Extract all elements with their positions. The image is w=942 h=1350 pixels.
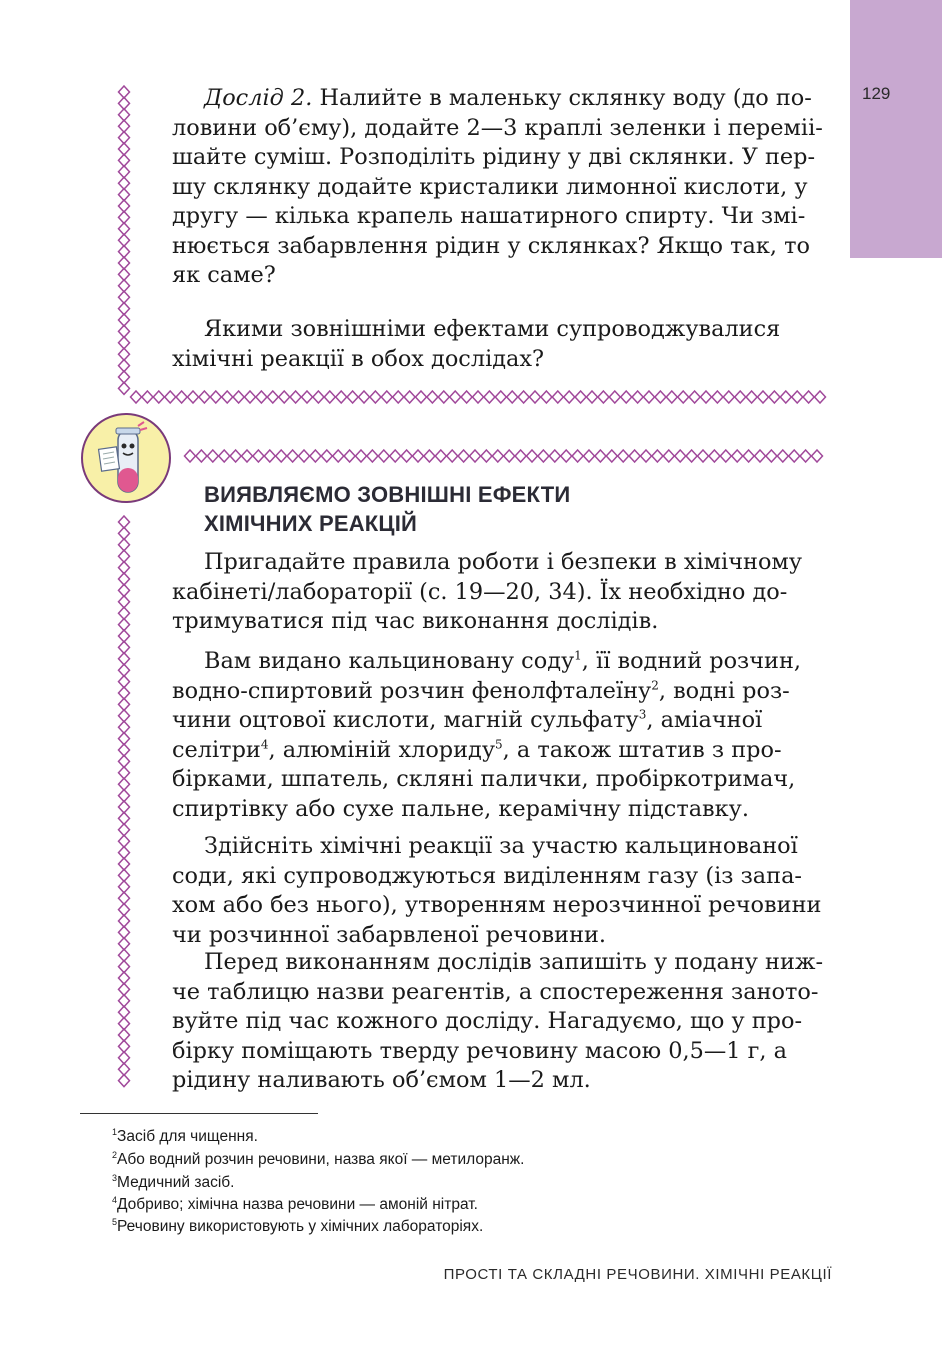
border-diamond: [595, 450, 606, 462]
border-diamond: [119, 360, 130, 372]
footnote-ref: 5: [495, 737, 503, 752]
border-diamond: [572, 450, 583, 462]
border-diamond: [119, 881, 130, 893]
border-diamond: [119, 120, 130, 132]
border-diamond: [313, 391, 324, 403]
border-diamond: [381, 391, 392, 403]
border-diamond: [207, 450, 218, 462]
border-diamond: [264, 450, 275, 462]
border-diamond: [310, 450, 321, 462]
paragraph-safety: [172, 548, 830, 637]
border-diamond: [119, 983, 130, 995]
border-diamond: [549, 450, 560, 462]
border-diamond: [119, 562, 130, 574]
footnote-ref: 2: [651, 678, 659, 693]
border-diamond: [575, 391, 586, 403]
border-diamond: [735, 391, 746, 403]
footnote-3: [112, 1173, 234, 1193]
border-diamond: [119, 539, 130, 551]
footnote-5: [112, 1217, 483, 1237]
border-diamond: [119, 143, 130, 155]
border-diamond: [119, 86, 130, 98]
border-diamond: [424, 450, 435, 462]
border-diamond: [119, 961, 130, 973]
border-diamond: [370, 391, 381, 403]
text-line: вуйте під час кожного досліду. Нагадуємо, що у про-: [172, 1008, 803, 1034]
border-diamond: [336, 391, 347, 403]
footnote-ref: 1: [574, 648, 582, 663]
border-diamond: [276, 450, 287, 462]
border-diamond: [367, 450, 378, 462]
footnote-text: Медичний засіб.: [117, 1174, 235, 1191]
page-number: 129: [862, 84, 891, 103]
border-diamond: [153, 391, 164, 403]
border-diamond: [538, 450, 549, 462]
border-diamond: [119, 268, 130, 280]
border-diamond: [302, 391, 313, 403]
border-diamond: [219, 450, 230, 462]
border-diamond: [119, 653, 130, 665]
border-diamond: [333, 450, 344, 462]
border-diamond: [347, 391, 358, 403]
border-diamond: [119, 824, 130, 836]
border-diamond: [678, 391, 689, 403]
border-diamond: [689, 391, 700, 403]
border-diamond: [484, 391, 495, 403]
text-line: Вам видано кальциновану соду: [204, 648, 575, 674]
border-diamond: [119, 573, 130, 585]
border-diamond: [119, 904, 130, 916]
text-line: спиртівку або сухе пальне, керамічну підставку.: [172, 795, 749, 822]
border-diamond: [769, 391, 780, 403]
border-diamond: [119, 790, 130, 802]
border-diamond: [119, 801, 130, 813]
footnote-number: 2: [112, 1149, 118, 1160]
border-diamond: [119, 949, 130, 961]
footnote-number: 5: [112, 1216, 118, 1227]
border-diamond: [142, 391, 153, 403]
border-diamond: [359, 391, 370, 403]
border-diamond: [119, 348, 130, 360]
section-heading-line2: ХІМІЧНИХ РЕАКЦІЙ: [204, 511, 418, 536]
border-diamond: [119, 200, 130, 212]
border-diamond: [552, 391, 563, 403]
border-diamond: [119, 516, 130, 528]
border-diamond: [119, 246, 130, 258]
footnote-1: [112, 1127, 258, 1147]
text-line: шайте суміш. Розподіліть рідину у дві склянки. У пер-: [172, 144, 816, 170]
paragraph-task: [172, 832, 830, 950]
paragraph-instructions: [172, 948, 830, 1096]
border-diamond: [119, 687, 130, 699]
border-diamond: [119, 234, 130, 246]
text-line: селітри: [172, 736, 261, 763]
border-diamond: [390, 450, 401, 462]
text-line: , алюміній хлориду: [268, 736, 496, 763]
text-line: бірками, шпатель, скляні палички, пробіркотримач,: [172, 766, 796, 792]
border-diamond: [378, 450, 389, 462]
border-diamond: [530, 391, 541, 403]
text-line: ловини об’єму), додайте 2—3 краплі зеленки і переміі-: [172, 114, 823, 141]
text-line: чини оцтової кислоти, магній сульфату: [172, 707, 639, 733]
border-diamond: [287, 450, 298, 462]
border-diamond: [119, 619, 130, 631]
footnote-text: Добриво; хімічна назва речовини — амоній нітрат.: [117, 1196, 478, 1213]
border-diamond: [119, 926, 130, 938]
text-line: як саме?: [172, 262, 276, 288]
border-diamond: [119, 550, 130, 562]
border-diamond: [199, 391, 210, 403]
border-diamond: [119, 710, 130, 722]
border-diamond: [242, 450, 253, 462]
border-diamond: [584, 450, 595, 462]
section-heading-line1: ВИЯВЛЯЄМО ЗОВНІШНІ ЕФЕКТИ: [204, 482, 571, 507]
border-diamond: [686, 450, 697, 462]
border-diamond: [119, 132, 130, 144]
border-diamond: [800, 450, 811, 462]
border-diamond: [119, 767, 130, 779]
border-diamond: [119, 1006, 130, 1018]
text-line: тримуватися під час виконання дослідів.: [172, 608, 659, 634]
border-diamond: [527, 450, 538, 462]
footnote-ref: 3: [638, 707, 647, 722]
border-diamond: [815, 391, 826, 403]
text-line: хімічні реакції в обох дослідах?: [172, 345, 545, 372]
border-diamond: [461, 391, 472, 403]
border-diamond: [253, 450, 264, 462]
border-diamond: [618, 450, 629, 462]
border-diamond: [119, 166, 130, 178]
border-diamond: [404, 391, 415, 403]
border-diamond: [119, 1029, 130, 1041]
footnote-text: Засіб для чищення.: [117, 1128, 258, 1145]
running-footer: ПРОСТІ ТА СКЛАДНІ РЕЧОВИНИ. ХІМІЧНІ РЕАКЦІЇ: [443, 1266, 832, 1283]
border-diamond: [743, 450, 754, 462]
experiment-label: Дослід 2.: [204, 85, 313, 111]
border-diamond: [119, 257, 130, 269]
border-diamond: [812, 450, 823, 462]
border-diamond: [245, 391, 256, 403]
border-diamond: [356, 450, 367, 462]
border-diamond: [458, 450, 469, 462]
test-tube-mascot-icon: [80, 412, 172, 504]
text-line: Налийте в маленьку склянку воду (до по-: [312, 85, 812, 111]
border-diamond: [119, 1075, 130, 1087]
border-diamond: [119, 744, 130, 756]
text-line: шу склянку додайте кристалики лимонної кислоти, у: [172, 173, 808, 200]
border-diamond: [777, 450, 788, 462]
border-diamond: [515, 450, 526, 462]
border-diamond: [518, 391, 529, 403]
border-diamond: [495, 391, 506, 403]
border-diamond: [279, 391, 290, 403]
footnote-text: Або водний розчин речовини, назва якої — метилоранж.: [117, 1151, 525, 1168]
border-diamond: [119, 676, 130, 688]
border-diamond: [655, 391, 666, 403]
border-diamond: [119, 892, 130, 904]
border-diamond: [598, 391, 609, 403]
border-diamond: [196, 450, 207, 462]
border-diamond: [401, 450, 412, 462]
border-diamond: [644, 391, 655, 403]
border-diamond: [119, 972, 130, 984]
footnote-number: 1: [112, 1126, 118, 1137]
border-diamond: [119, 915, 130, 927]
border-diamond: [780, 391, 791, 403]
border-diamond: [119, 1052, 130, 1064]
border-diamond: [792, 391, 803, 403]
border-diamond: [621, 391, 632, 403]
text-line: , аміачної: [646, 707, 763, 733]
border-diamond: [720, 450, 731, 462]
border-diamond: [119, 303, 130, 315]
border-diamond: [561, 450, 572, 462]
border-diamond: [481, 450, 492, 462]
border-diamond: [564, 391, 575, 403]
border-diamond: [185, 450, 196, 462]
border-diamond: [119, 596, 130, 608]
text-line: соди, які супроводжуються виділенням газу (із запа-: [172, 862, 802, 889]
text-line: нюється забарвлення рідин у склянках? Якщо так, то: [172, 232, 810, 259]
border-diamond: [758, 391, 769, 403]
border-diamond: [210, 391, 221, 403]
border-diamond: [666, 391, 677, 403]
border-diamond: [587, 391, 598, 403]
border-diamond: [119, 847, 130, 859]
border-diamond: [606, 450, 617, 462]
text-line: водно-спиртовий розчин фенолфталеїну: [172, 677, 652, 704]
border-diamond: [290, 391, 301, 403]
border-diamond: [732, 450, 743, 462]
border-diamond: [609, 391, 620, 403]
border-diamond: [119, 223, 130, 235]
border-diamond: [119, 778, 130, 790]
border-diamond: [393, 391, 404, 403]
border-diamond: [119, 733, 130, 745]
border-diamond: [119, 371, 130, 383]
border-diamond: [299, 450, 310, 462]
paragraph-materials: [172, 647, 830, 824]
border-diamond: [413, 450, 424, 462]
border-diamond: [119, 280, 130, 292]
border-diamond: [652, 450, 663, 462]
text-line: Перед виконанням дослідів запишіть у подану ниж-: [204, 949, 824, 975]
border-diamond: [119, 812, 130, 824]
border-diamond: [119, 721, 130, 733]
border-diamond: [119, 109, 130, 121]
border-diamond: [131, 391, 142, 403]
border-diamond: [233, 391, 244, 403]
border-diamond: [119, 630, 130, 642]
border-diamond: [188, 391, 199, 403]
border-diamond: [119, 337, 130, 349]
footnote-number: 4: [112, 1194, 118, 1205]
border-diamond: [119, 938, 130, 950]
footnote-4: [112, 1195, 478, 1215]
footnote-2: [112, 1150, 524, 1170]
border-diamond: [470, 450, 481, 462]
border-diamond: [119, 584, 130, 596]
border-diamond: [256, 391, 267, 403]
text-line: чи розчинної забарвленої речовини.: [172, 921, 607, 948]
text-line: кабінеті/лабораторії (с. 19—20, 34). Їх необхідно до-: [172, 578, 788, 605]
text-line: , водні роз-: [658, 677, 790, 704]
border-diamond: [438, 391, 449, 403]
border-diamond: [119, 858, 130, 870]
text-line: , її водний розчин,: [581, 648, 802, 674]
border-diamond: [176, 391, 187, 403]
section-heading: [204, 480, 570, 538]
border-diamond: [119, 869, 130, 881]
footnote-ref: 4: [260, 737, 269, 752]
border-diamond: [427, 391, 438, 403]
experiment-2-paragraph: [172, 84, 830, 291]
border-diamond: [629, 450, 640, 462]
border-diamond: [324, 391, 335, 403]
border-diamond: [450, 391, 461, 403]
border-diamond: [119, 314, 130, 326]
text-line: че таблицю назви реагентів, а спостереження заното-: [172, 978, 819, 1005]
text-line: , а також штатив з про-: [502, 736, 782, 763]
text-line: хом або без нього), утворенням нерозчинної речовини: [172, 892, 822, 918]
border-diamond: [755, 450, 766, 462]
text-line: Якими зовнішніми ефектами супроводжувалися: [204, 316, 781, 342]
border-diamond: [435, 450, 446, 462]
footnote-text: Речовину використовують у хімічних лабораторіях.: [117, 1218, 484, 1235]
border-diamond: [789, 450, 800, 462]
border-diamond: [119, 154, 130, 166]
border-diamond: [119, 698, 130, 710]
border-diamond: [507, 391, 518, 403]
border-diamond: [723, 391, 734, 403]
border-diamond: [701, 391, 712, 403]
border-diamond: [119, 641, 130, 653]
border-diamond: [119, 382, 130, 394]
border-diamond: [119, 1063, 130, 1075]
border-diamond: [267, 391, 278, 403]
border-diamond: [165, 391, 176, 403]
border-diamond: [119, 97, 130, 109]
text-line: Пригадайте правила роботи і безпеки в хімічному: [204, 549, 803, 575]
border-diamond: [766, 450, 777, 462]
text-line: бірку поміщають тверду речовину масою 0,5—1 г, а: [172, 1037, 787, 1064]
border-diamond: [447, 450, 458, 462]
border-diamond: [321, 450, 332, 462]
text-line: другу — кілька крапель нашатирного спирту. Чи змі-: [172, 203, 806, 229]
border-diamond: [641, 450, 652, 462]
border-diamond: [119, 325, 130, 337]
border-diamond: [119, 1018, 130, 1030]
border-diamond: [492, 450, 503, 462]
border-diamond: [803, 391, 814, 403]
border-diamond: [712, 391, 723, 403]
footnote-divider: [80, 1113, 318, 1114]
border-diamond: [416, 391, 427, 403]
border-diamond: [663, 450, 674, 462]
border-diamond: [119, 189, 130, 201]
border-diamond: [230, 450, 241, 462]
border-diamond: [222, 391, 233, 403]
border-diamond: [119, 177, 130, 189]
border-diamond: [119, 211, 130, 223]
border-diamond: [119, 607, 130, 619]
text-line: Здійсніть хімічні реакції за участю кальцинованої: [204, 833, 798, 859]
border-diamond: [698, 450, 709, 462]
border-diamond: [119, 1040, 130, 1052]
border-diamond: [675, 450, 686, 462]
footnote-number: 3: [112, 1172, 118, 1183]
border-diamond: [119, 995, 130, 1007]
border-diamond: [504, 450, 515, 462]
border-diamond: [344, 450, 355, 462]
border-diamond: [541, 391, 552, 403]
border-diamond: [473, 391, 484, 403]
border-diamond: [119, 835, 130, 847]
border-diamond: [119, 664, 130, 676]
border-diamond: [746, 391, 757, 403]
border-diamond: [119, 291, 130, 303]
border-diamond: [632, 391, 643, 403]
experiment-question: [172, 315, 830, 374]
border-diamond: [119, 755, 130, 767]
border-diamond: [709, 450, 720, 462]
text-line: рідину наливають об’ємом 1—2 мл.: [172, 1067, 591, 1093]
border-diamond: [119, 527, 130, 539]
